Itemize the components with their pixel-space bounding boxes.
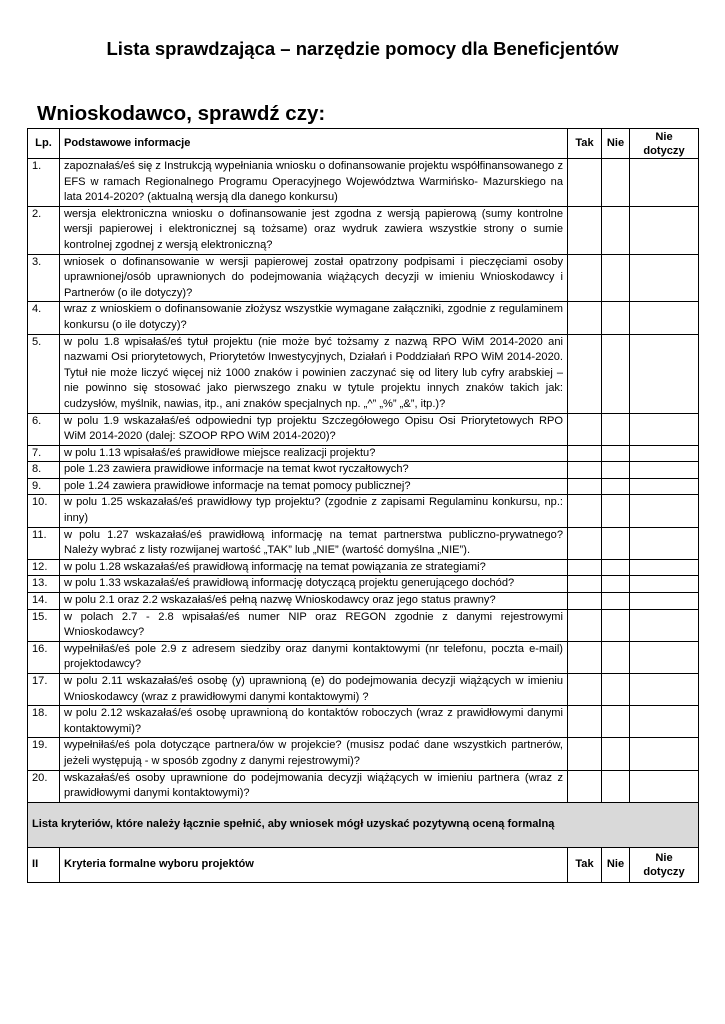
nie-checkbox-cell[interactable] — [602, 254, 630, 302]
table-row — [28, 641, 699, 673]
row-text: wniosek o dofinansowanie w wersji papierowej został opatrzony podpisami i pieczęciami osoby uprawnionej/osób uprawnionych do podejmowania wiążących decyzji w imieniu Wnioskodawcy i Partnerów (o ile dotyczy)? — [60, 254, 568, 302]
nie-checkbox-cell[interactable] — [602, 462, 630, 479]
nie-dotyczy-checkbox-cell[interactable] — [630, 674, 699, 706]
row-text: w polu 1.27 wskazałaś/eś prawidłową informację na temat partnerstwa publiczno-prywatnego? Należy wybrać z listy rozwijanej wartość „TAK” lub „NIE” (wartość domyślna „NIE”). — [60, 527, 568, 559]
section2-header-nie-dotyczy: Nie dotyczy — [630, 847, 699, 882]
header-nie-dotyczy: Nie dotyczy — [630, 129, 699, 159]
tak-checkbox-cell[interactable] — [568, 334, 602, 413]
nie-dotyczy-checkbox-cell[interactable] — [630, 593, 699, 610]
tak-checkbox-cell[interactable] — [568, 609, 602, 641]
nie-checkbox-cell[interactable] — [602, 576, 630, 593]
table-row — [28, 445, 699, 462]
tak-checkbox-cell[interactable] — [568, 478, 602, 495]
table-row — [28, 254, 699, 302]
tak-checkbox-cell[interactable] — [568, 254, 602, 302]
section2-header-nie: Nie — [602, 847, 630, 882]
tak-checkbox-cell[interactable] — [568, 706, 602, 738]
table-row — [28, 559, 699, 576]
row-text: w polu 1.25 wskazałaś/eś prawidłowy typ projektu? (zgodnie z zapisami Regulaminu konkursu, np.: inny) — [60, 495, 568, 527]
table-row — [28, 159, 699, 207]
row-text: w polu 2.11 wskazałaś/eś osobę (y) uprawnioną (e) do podejmowania decyzji wiążących w imieniu Wnioskodawcy (wraz z prawidłowymi danymi kontaktowymi) ? — [60, 674, 568, 706]
criteria-banner: Lista kryteriów, które należy łącznie spełnić, aby wniosek mógł uzyskać pozytywną oceną formalną — [28, 802, 699, 847]
row-number: 16. — [28, 641, 60, 673]
nie-checkbox-cell[interactable] — [602, 527, 630, 559]
header-info: Podstawowe informacje — [60, 129, 568, 159]
table-header-row — [28, 129, 699, 159]
nie-checkbox-cell[interactable] — [602, 770, 630, 802]
section2-header-tak: Tak — [568, 847, 602, 882]
row-text: w polu 2.12 wskazałaś/eś osobę uprawnioną do kontaktów roboczych (wraz z prawidłowymi danymi kontaktowymi)? — [60, 706, 568, 738]
table-row — [28, 495, 699, 527]
header-nie: Nie — [602, 129, 630, 159]
row-number: 5. — [28, 334, 60, 413]
nie-checkbox-cell[interactable] — [602, 334, 630, 413]
row-text: wersja elektroniczna wniosku o dofinansowanie jest zgodna z wersją papierową (sumy kontrolne wersji papierowej i elektronicznej są tożsame) oraz wydruk zawiera wszystkie strony o sumie kontrolnej zgodnej z wersją elektroniczną? — [60, 206, 568, 254]
nie-dotyczy-checkbox-cell[interactable] — [630, 559, 699, 576]
table-row — [28, 334, 699, 413]
row-number: 18. — [28, 706, 60, 738]
checklist-table — [27, 128, 699, 883]
nie-dotyczy-checkbox-cell[interactable] — [630, 576, 699, 593]
row-text: wraz z wnioskiem o dofinansowanie złożysz wszystkie wymagane załączniki, zgodnie z regulaminem konkursu (o ile dotyczy)? — [60, 302, 568, 334]
nie-checkbox-cell[interactable] — [602, 302, 630, 334]
nie-dotyczy-checkbox-cell[interactable] — [630, 302, 699, 334]
tak-checkbox-cell[interactable] — [568, 462, 602, 479]
table-row — [28, 527, 699, 559]
table-row — [28, 706, 699, 738]
nie-dotyczy-checkbox-cell[interactable] — [630, 706, 699, 738]
nie-dotyczy-checkbox-cell[interactable] — [630, 478, 699, 495]
row-text: pole 1.24 zawiera prawidłowe informacje na temat pomocy publicznej? — [60, 478, 568, 495]
row-number: 14. — [28, 593, 60, 610]
nie-dotyczy-checkbox-cell[interactable] — [630, 641, 699, 673]
row-text: w polu 1.33 wskazałaś/eś prawidłową informację dotyczącą projektu generującego dochód? — [60, 576, 568, 593]
document-title: Lista sprawdzająca – narzędzie pomocy dla Beneficjentów — [106, 38, 619, 59]
row-text: w polu 1.28 wskazałaś/eś prawidłową informację na temat powiązania ze strategiami? — [60, 559, 568, 576]
row-number: 3. — [28, 254, 60, 302]
table-row — [28, 674, 699, 706]
tak-checkbox-cell[interactable] — [568, 445, 602, 462]
row-number: 9. — [28, 478, 60, 495]
table-row — [28, 770, 699, 802]
nie-checkbox-cell[interactable] — [602, 206, 630, 254]
table-row — [28, 206, 699, 254]
tak-checkbox-cell[interactable] — [568, 576, 602, 593]
section2-header-row — [28, 847, 699, 882]
nie-dotyczy-checkbox-cell[interactable] — [630, 206, 699, 254]
row-number: 1. — [28, 159, 60, 207]
row-text: pole 1.23 zawiera prawidłowe informacje na temat kwot ryczałtowych? — [60, 462, 568, 479]
section2-lp: II — [28, 847, 60, 882]
row-number: 10. — [28, 495, 60, 527]
row-number: 7. — [28, 445, 60, 462]
tak-checkbox-cell[interactable] — [568, 770, 602, 802]
row-number: 19. — [28, 738, 60, 770]
table-row — [28, 478, 699, 495]
nie-checkbox-cell[interactable] — [602, 674, 630, 706]
tak-checkbox-cell[interactable] — [568, 641, 602, 673]
row-text: zapoznałaś/eś się z Instrukcją wypełniania wniosku o dofinansowanie projektu współfinansowanego z EFS w ramach Regionalnego Programu Operacyjnego Województwa Warmińsko- Mazurskiego na lata 2014-2020? (aktualną wersją dla danego konkursu) — [60, 159, 568, 207]
nie-dotyczy-checkbox-cell[interactable] — [630, 462, 699, 479]
nie-dotyczy-checkbox-cell[interactable] — [630, 738, 699, 770]
nie-dotyczy-checkbox-cell[interactable] — [630, 159, 699, 207]
tak-checkbox-cell[interactable] — [568, 674, 602, 706]
table-row — [28, 302, 699, 334]
nie-checkbox-cell[interactable] — [602, 609, 630, 641]
header-tak: Tak — [568, 129, 602, 159]
tak-checkbox-cell[interactable] — [568, 206, 602, 254]
header-lp: Lp. — [28, 129, 60, 159]
tak-checkbox-cell[interactable] — [568, 559, 602, 576]
table-row — [28, 738, 699, 770]
row-number: 11. — [28, 527, 60, 559]
table-row — [28, 413, 699, 445]
row-text: w polach 2.7 - 2.8 wpisałaś/eś numer NIP oraz REGON zgodnie z danymi rejestrowymi Wnioskodawcy? — [60, 609, 568, 641]
nie-dotyczy-checkbox-cell[interactable] — [630, 495, 699, 527]
nie-checkbox-cell[interactable] — [602, 593, 630, 610]
row-text: wskazałaś/eś osoby uprawnione do podejmowania decyzji wiążących w imieniu partnera (wraz z prawidłowymi danymi kontaktowymi)? — [60, 770, 568, 802]
nie-checkbox-cell[interactable] — [602, 706, 630, 738]
table-row — [28, 593, 699, 610]
section-title: Wnioskodawco, sprawdź czy: — [37, 102, 326, 125]
nie-dotyczy-checkbox-cell[interactable] — [630, 527, 699, 559]
tak-checkbox-cell[interactable] — [568, 738, 602, 770]
table-row — [28, 609, 699, 641]
nie-checkbox-cell[interactable] — [602, 413, 630, 445]
row-number: 13. — [28, 576, 60, 593]
row-number: 17. — [28, 674, 60, 706]
nie-checkbox-cell[interactable] — [602, 495, 630, 527]
tak-checkbox-cell[interactable] — [568, 593, 602, 610]
criteria-banner-row — [28, 802, 699, 847]
table-row — [28, 462, 699, 479]
section2-title: Kryteria formalne wyboru projektów — [60, 847, 568, 882]
nie-dotyczy-checkbox-cell[interactable] — [630, 254, 699, 302]
nie-dotyczy-checkbox-cell[interactable] — [630, 609, 699, 641]
row-text: wypełniłaś/eś pole 2.9 z adresem siedziby oraz danymi kontaktowymi (nr telefonu, poczta e-mail) projektodawcy? — [60, 641, 568, 673]
tak-checkbox-cell[interactable] — [568, 159, 602, 207]
tak-checkbox-cell[interactable] — [568, 495, 602, 527]
row-number: 12. — [28, 559, 60, 576]
nie-checkbox-cell[interactable] — [602, 445, 630, 462]
row-text: w polu 1.8 wpisałaś/eś tytuł projektu (nie może być tożsamy z nazwą RPO WiM 2014-2020 ani nazwami Osi priorytetowych, Priorytetów Inwestycyjnych, Działań i Poddziałań RPO WiM 2014-2020. Tytuł nie może liczyć więcej niż 1000 znaków i powinien zaczynać się od litery lub cyfry arabskiej – nie powinno się stosować jako pierwszego znaku w tytule projektu innych znaków takich jak: cudzysłów, myślnik, nawias, itp., ani znaków specjalnych np. „^” „%” „&”, itp.)? — [60, 334, 568, 413]
nie-checkbox-cell[interactable] — [602, 641, 630, 673]
row-number: 6. — [28, 413, 60, 445]
table-row — [28, 576, 699, 593]
row-number: 20. — [28, 770, 60, 802]
row-number: 8. — [28, 462, 60, 479]
tak-checkbox-cell[interactable] — [568, 413, 602, 445]
nie-dotyczy-checkbox-cell[interactable] — [630, 413, 699, 445]
row-text: w polu 1.9 wskazałaś/eś odpowiedni typ projektu Szczegółowego Opisu Osi Priorytetowych RPO WiM 2014-2020 (dalej: SZOOP RPO WiM 2014-2020)? — [60, 413, 568, 445]
tak-checkbox-cell[interactable] — [568, 527, 602, 559]
row-number: 15. — [28, 609, 60, 641]
nie-checkbox-cell[interactable] — [602, 738, 630, 770]
nie-dotyczy-checkbox-cell[interactable] — [630, 334, 699, 413]
row-number: 4. — [28, 302, 60, 334]
nie-checkbox-cell[interactable] — [602, 478, 630, 495]
nie-dotyczy-checkbox-cell[interactable] — [630, 445, 699, 462]
row-text: w polu 2.1 oraz 2.2 wskazałaś/eś pełną nazwę Wnioskodawcy oraz jego status prawny? — [60, 593, 568, 610]
tak-checkbox-cell[interactable] — [568, 302, 602, 334]
nie-checkbox-cell[interactable] — [602, 159, 630, 207]
nie-checkbox-cell[interactable] — [602, 559, 630, 576]
row-text: wypełniłaś/eś pola dotyczące partnera/ów w projekcie? (musisz podać dane wszystkich partnerów, jeżeli występują - w sposób zgodny z danymi rejestrowymi)? — [60, 738, 568, 770]
row-number: 2. — [28, 206, 60, 254]
nie-dotyczy-checkbox-cell[interactable] — [630, 770, 699, 802]
row-text: w polu 1.13 wpisałaś/eś prawidłowe miejsce realizacji projektu? — [60, 445, 568, 462]
